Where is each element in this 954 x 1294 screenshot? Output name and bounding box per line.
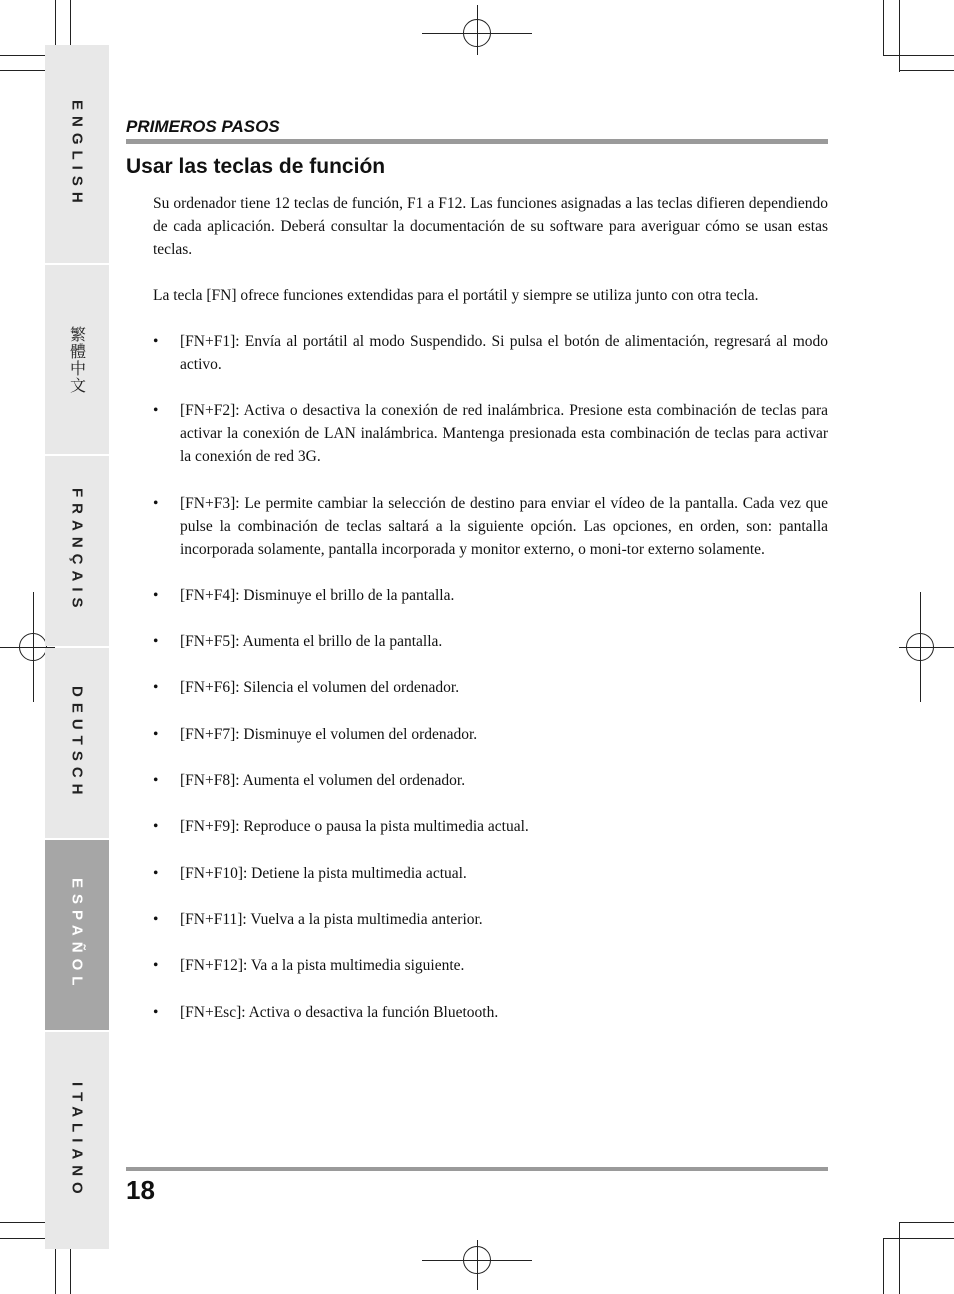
main-content xyxy=(153,192,828,1047)
list-item-text: [FN+F7]: Disminuye el volumen del ordenador. xyxy=(180,725,478,743)
tab-label-espanol: ESPAÑOL xyxy=(68,878,86,992)
tab-label-italiano: ITALIANO xyxy=(68,1081,86,1200)
tab-espanol[interactable] xyxy=(45,840,109,1030)
list-item-fn-f6 xyxy=(153,676,828,699)
function-key-list xyxy=(153,330,828,1024)
tab-label-english: ENGLISH xyxy=(68,99,86,209)
tab-label-traditional-chinese: 繁體中文 xyxy=(67,325,87,394)
list-item-text: [FN+F1]: Envía al portátil al modo Suspendido. Si pulsa el botón de alimentación, regresará al modo activo. xyxy=(180,333,828,373)
intro-paragraph: Su ordenador tiene 12 teclas de función, F1 a F12. Las funciones asignadas a las teclas difieren dependiendo de cada aplicación. Deberá consultar la documentación de su software para averiguar cómo se usan estas teclas. xyxy=(153,195,828,258)
bullet-icon: • xyxy=(153,772,159,790)
tab-label-francais: FRANÇAIS xyxy=(68,488,86,614)
fn-key-paragraph: La tecla [FN] ofrece funciones extendidas para el portátil y siempre se utiliza junto con otra tecla. xyxy=(153,287,759,304)
list-item-fn-f5 xyxy=(153,630,828,653)
header-rule xyxy=(126,139,828,144)
list-item-text: [FN+F9]: Reproduce o pausa la pista multimedia actual. xyxy=(180,818,529,836)
list-item-fn-f2 xyxy=(153,399,828,468)
bullet-icon: • xyxy=(153,957,159,975)
tab-deutsch[interactable] xyxy=(45,648,109,838)
list-item-fn-f4 xyxy=(153,584,828,607)
bullet-icon: • xyxy=(153,679,159,697)
bullet-icon: • xyxy=(153,818,159,836)
tab-traditional-chinese[interactable] xyxy=(45,265,109,454)
tab-italiano[interactable] xyxy=(45,1032,109,1249)
language-sidebar xyxy=(45,45,109,1249)
bullet-icon: • xyxy=(153,333,159,350)
tab-label-deutsch: DEUTSCH xyxy=(68,685,86,801)
bullet-icon: • xyxy=(153,494,159,512)
list-item-text: [FN+F11]: Vuelva a la pista multimedia anterior. xyxy=(180,910,483,928)
page-title: Usar las teclas de función xyxy=(126,155,386,178)
bullet-icon: • xyxy=(153,864,159,882)
tab-francais[interactable] xyxy=(45,456,109,646)
list-item-fn-f3 xyxy=(153,492,828,561)
bullet-icon: • xyxy=(153,1003,159,1021)
footer-rule xyxy=(126,1167,828,1171)
list-item-text: [FN+F4]: Disminuye el brillo de la pantalla. xyxy=(180,586,455,604)
list-item-text: [FN+F12]: Va a la pista multimedia siguiente. xyxy=(180,957,465,975)
list-item-text: [FN+F8]: Aumenta el volumen del ordenador. xyxy=(180,772,466,790)
list-item-fn-f9 xyxy=(153,815,828,838)
list-item-text: [FN+F3]: Le permite cambiar la selección de destino para enviar el vídeo de la pantalla. Cada vez que pulse la combinación de teclas saltará a la siguiente opción. Las opciones, en orden, son: pantalla incorporada solamente, pantalla incorporada y monitor externo, o moni-tor externo solamente. xyxy=(180,494,828,558)
list-item-fn-f1 xyxy=(153,330,828,376)
bullet-icon: • xyxy=(153,725,159,743)
list-item-fn-esc xyxy=(153,1001,828,1024)
page-number: 18 xyxy=(126,1175,155,1205)
list-item-text: [FN+F2]: Activa o desactiva la conexión de red inalámbrica. Presione esta combinación de teclas para activar la conexión de LAN inalámbrica. Mantenga presionada esta combinación de teclas para activar la conexión de red 3G. xyxy=(180,402,828,466)
bullet-icon: • xyxy=(153,910,159,928)
section-header: PRIMEROS PASOS xyxy=(126,117,280,136)
list-item-fn-f11 xyxy=(153,908,828,931)
list-item-fn-f8 xyxy=(153,769,828,792)
list-item-text: [FN+Esc]: Activa o desactiva la función Bluetooth. xyxy=(180,1003,499,1021)
list-item-text: [FN+F5]: Aumenta el brillo de la pantalla. xyxy=(180,633,443,651)
tab-english[interactable] xyxy=(45,45,109,263)
list-item-fn-f10 xyxy=(153,862,828,885)
bullet-icon: • xyxy=(153,402,159,420)
list-item-text: [FN+F10]: Detiene la pista multimedia actual. xyxy=(180,864,467,882)
bullet-icon: • xyxy=(153,633,159,651)
list-item-fn-f12 xyxy=(153,954,828,977)
list-item-text: [FN+F6]: Silencia el volumen del ordenador. xyxy=(180,679,460,697)
bullet-icon: • xyxy=(153,586,159,604)
list-item-fn-f7 xyxy=(153,723,828,746)
